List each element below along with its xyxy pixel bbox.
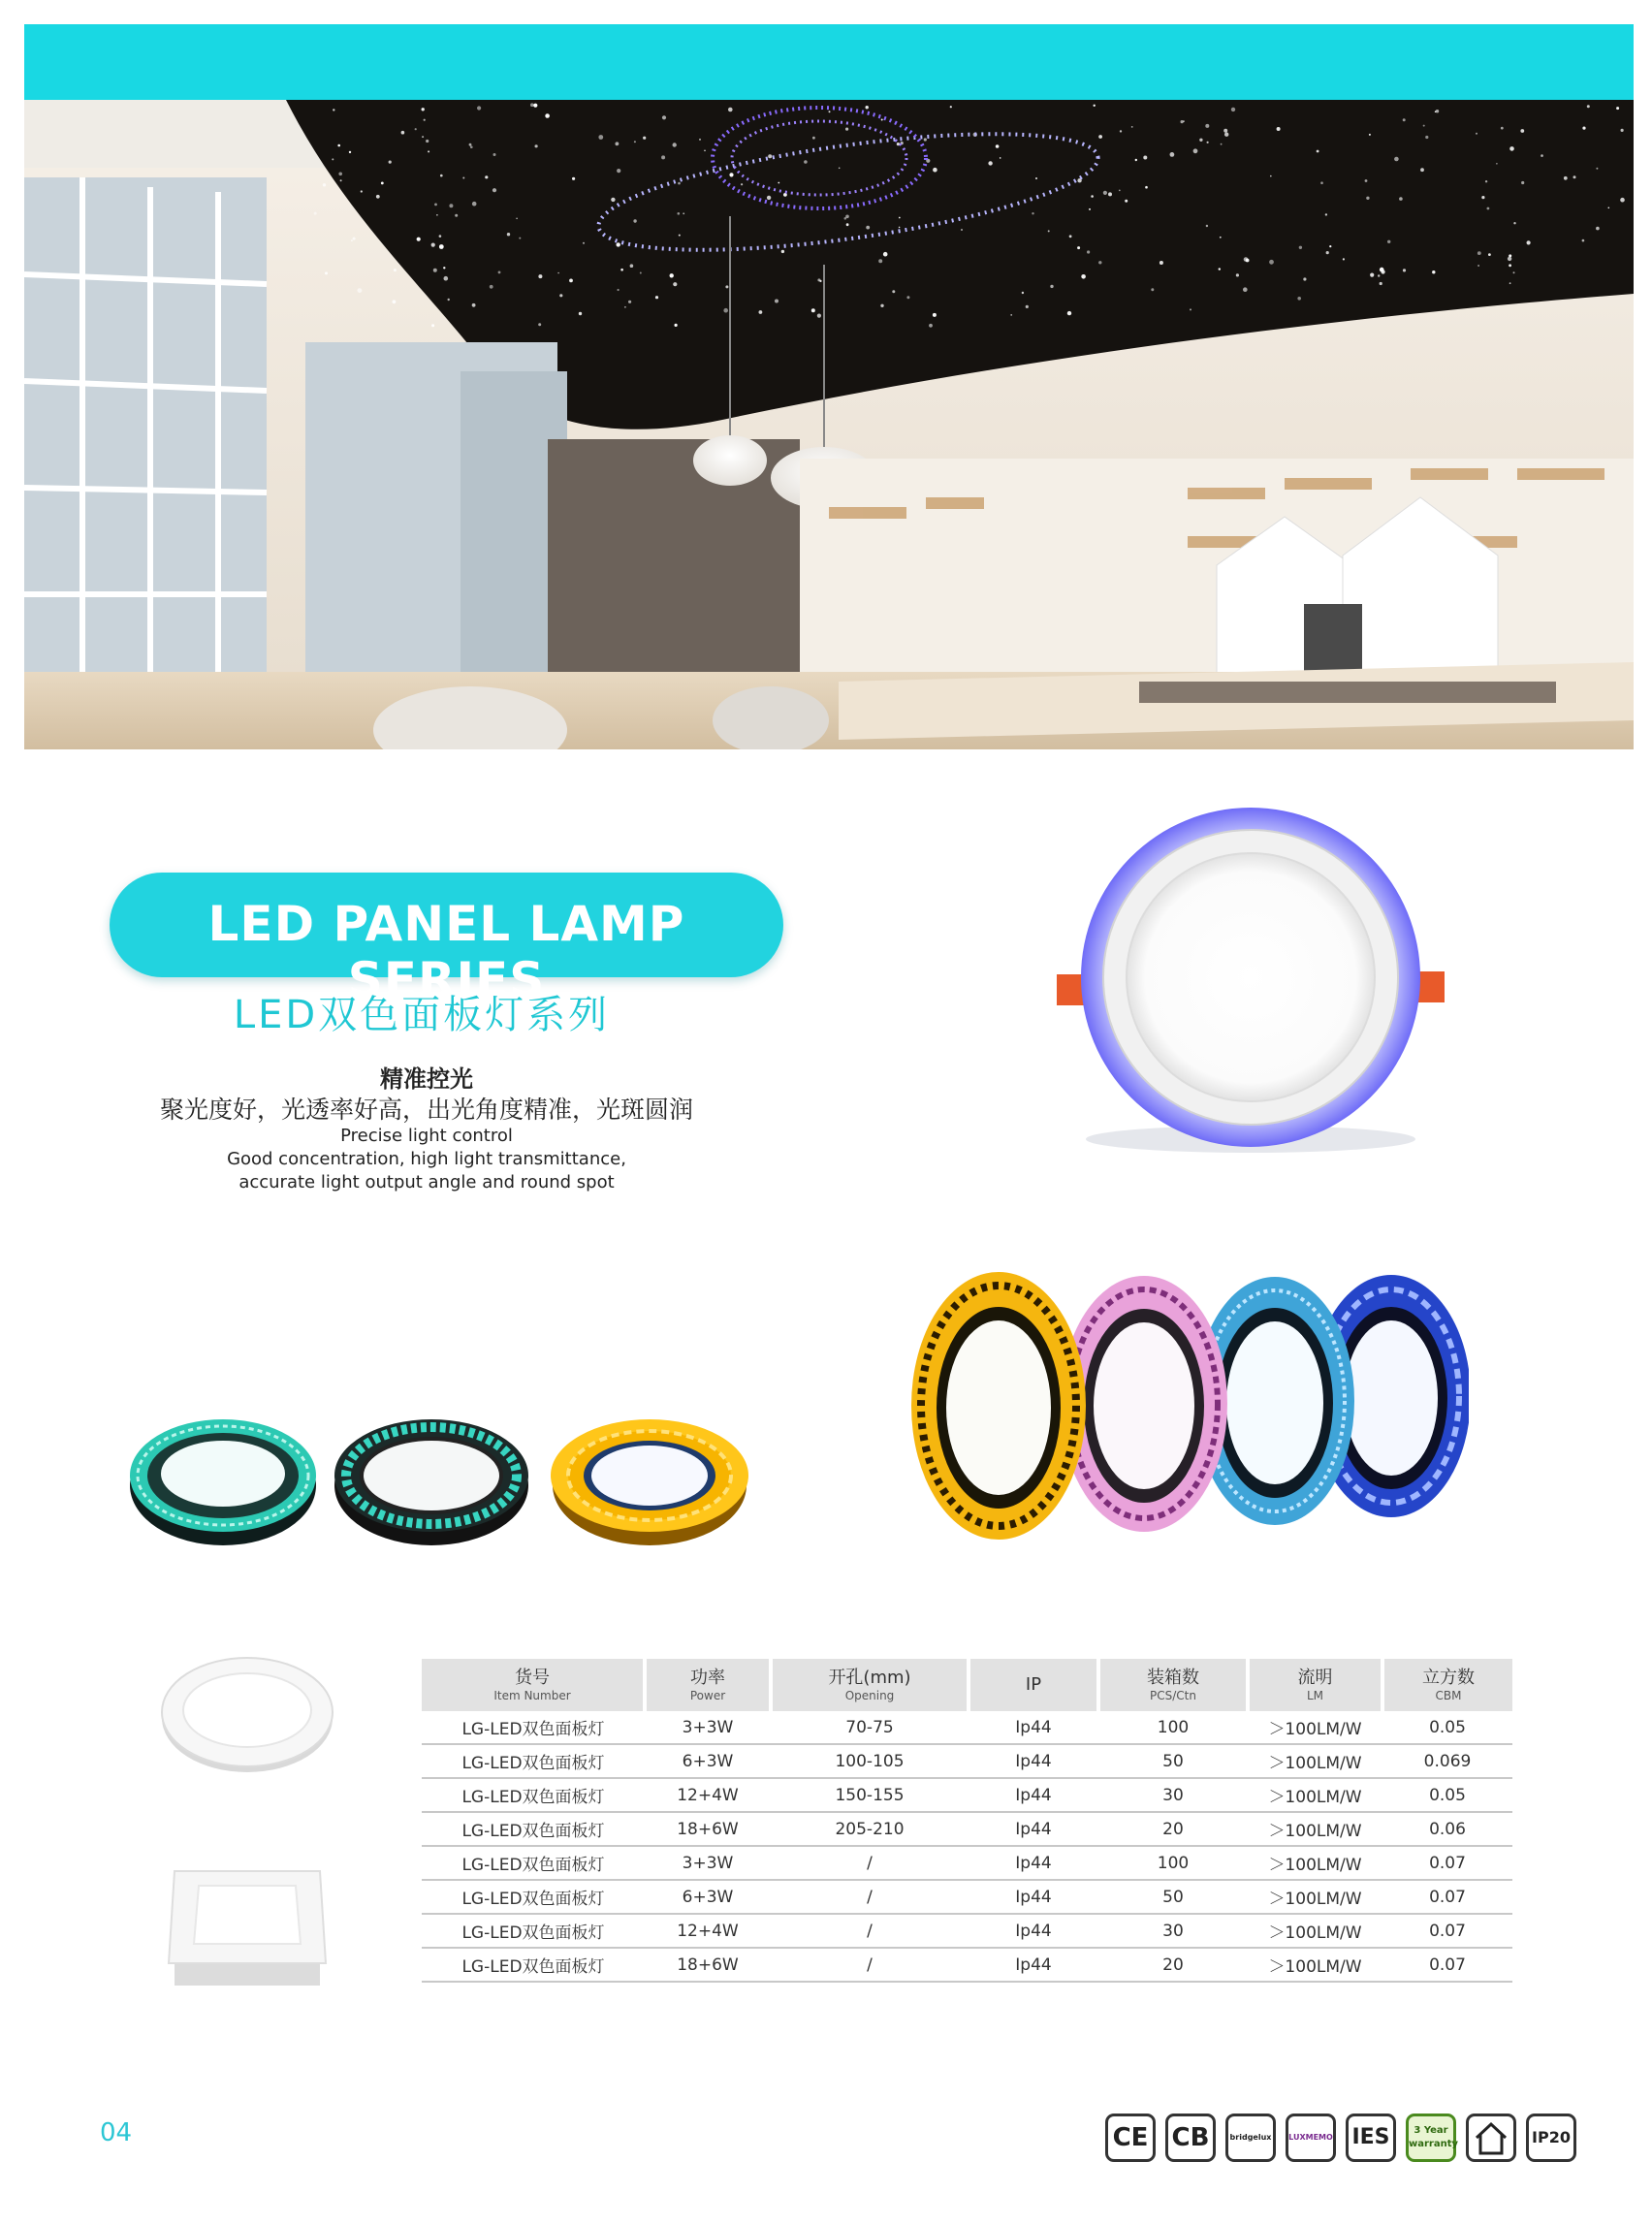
table-cell: 150-155 — [771, 1778, 969, 1812]
round-panel-lamp-blue-image — [1037, 805, 1464, 1173]
spec-table — [422, 1659, 1512, 1983]
table-cell: 3+3W — [645, 1846, 771, 1880]
page-number: 04 — [100, 2118, 133, 2147]
header-lumen: 流明 LM — [1248, 1659, 1382, 1711]
header-opening: 开孔(mm) Opening — [771, 1659, 969, 1711]
table-cell: LG-LED双色面板灯 — [422, 1914, 645, 1948]
table-cell: LG-LED双色面板灯 — [422, 1778, 645, 1812]
table-cell: 18+6W — [645, 1812, 771, 1846]
table-cell: / — [771, 1948, 969, 1982]
table-cell: LG-LED双色面板灯 — [422, 1880, 645, 1914]
header-pcs-ctn: 装箱数 PCS/Ctn — [1098, 1659, 1248, 1711]
table-cell: Ip44 — [969, 1744, 1098, 1778]
table-row — [422, 1778, 1512, 1812]
table-cell: 0.07 — [1382, 1846, 1512, 1880]
table-row — [422, 1914, 1512, 1948]
table-cell: Ip44 — [969, 1914, 1098, 1948]
table-cell: 6+3W — [645, 1880, 771, 1914]
series-title-cn: LED双色面板灯系列 — [233, 993, 611, 1037]
colored-panel-lamps-row-image — [868, 1251, 1469, 1561]
table-cell: 30 — [1098, 1778, 1248, 1812]
series-title-pill — [110, 873, 783, 1008]
table-row — [422, 1812, 1512, 1846]
ip20-cert-icon: IP20 — [1526, 2114, 1576, 2162]
table-cell: Ip44 — [969, 1711, 1098, 1744]
table-cell: / — [771, 1846, 969, 1880]
table-cell: 12+4W — [645, 1778, 771, 1812]
feature-title-cn: 精准控光 — [380, 1065, 473, 1093]
series-title-en: LED PANEL LAMP SERIES — [207, 896, 685, 1008]
ies-cert-icon: IES — [1346, 2114, 1396, 2162]
table-cell: ＞100LM/W — [1248, 1711, 1382, 1744]
header-power: 功率 Power — [645, 1659, 771, 1711]
table-cell: 30 — [1098, 1914, 1248, 1948]
table-cell: ＞100LM/W — [1248, 1914, 1382, 1948]
table-cell: / — [771, 1880, 969, 1914]
table-row — [422, 1948, 1512, 1982]
table-row — [422, 1880, 1512, 1914]
table-cell: 100 — [1098, 1711, 1248, 1744]
table-cell: 205-210 — [771, 1812, 969, 1846]
table-cell: LG-LED双色面板灯 — [422, 1711, 645, 1744]
table-cell: ＞100LM/W — [1248, 1948, 1382, 1982]
round-surface-lamp-image — [155, 1648, 339, 1774]
header-ip: IP — [969, 1659, 1098, 1711]
feature-description-cn: 聚光度好，光透率好高，出光角度精准，光斑圆润 — [159, 1096, 693, 1124]
ce-cert-icon: CE — [1105, 2114, 1156, 2162]
table-cell: Ip44 — [969, 1778, 1098, 1812]
hero-photo — [24, 100, 1634, 749]
table-cell: Ip44 — [969, 1846, 1098, 1880]
table-cell: 70-75 — [771, 1711, 969, 1744]
square-surface-lamp-image — [155, 1842, 339, 1997]
header-accent-bar — [24, 24, 1634, 100]
table-cell: / — [771, 1914, 969, 1948]
table-cell: LG-LED双色面板灯 — [422, 1948, 645, 1982]
bridgelux-logo-icon: bridgelux — [1225, 2114, 1276, 2162]
table-cell: 0.06 — [1382, 1812, 1512, 1846]
table-row — [422, 1711, 1512, 1744]
table-cell: 0.05 — [1382, 1778, 1512, 1812]
table-cell: 6+3W — [645, 1744, 771, 1778]
table-cell: 0.07 — [1382, 1880, 1512, 1914]
table-cell: 100-105 — [771, 1744, 969, 1778]
table-row — [422, 1846, 1512, 1880]
table-cell: LG-LED双色面板灯 — [422, 1812, 645, 1846]
home-icon — [1466, 2114, 1516, 2162]
table-cell: 0.07 — [1382, 1948, 1512, 1982]
table-cell: 20 — [1098, 1812, 1248, 1846]
table-cell: 3+3W — [645, 1711, 771, 1744]
table-cell: 50 — [1098, 1880, 1248, 1914]
table-cell: ＞100LM/W — [1248, 1778, 1382, 1812]
table-cell: 18+6W — [645, 1948, 771, 1982]
table-cell: Ip44 — [969, 1812, 1098, 1846]
feature-title-en: Precise light control — [340, 1126, 513, 1146]
feature-description-en-line1: Good concentration, high light transmittance, — [227, 1149, 626, 1169]
table-cell: 20 — [1098, 1948, 1248, 1982]
table-cell: ＞100LM/W — [1248, 1744, 1382, 1778]
table-cell: 0.07 — [1382, 1914, 1512, 1948]
header-item-number: 货号 Item Number — [422, 1659, 645, 1711]
table-cell: 0.069 — [1382, 1744, 1512, 1778]
table-cell: ＞100LM/W — [1248, 1812, 1382, 1846]
decorative-panel-lamps-row-image — [126, 1406, 785, 1551]
table-cell: 0.05 — [1382, 1711, 1512, 1744]
cb-cert-icon: CB — [1165, 2114, 1216, 2162]
table-cell: 12+4W — [645, 1914, 771, 1948]
table-row — [422, 1744, 1512, 1778]
table-cell: ＞100LM/W — [1248, 1846, 1382, 1880]
table-cell: ＞100LM/W — [1248, 1880, 1382, 1914]
warranty-3-year-icon: 3 Year warranty — [1406, 2114, 1456, 2162]
header-cbm: 立方数 CBM — [1382, 1659, 1512, 1711]
table-cell: 100 — [1098, 1846, 1248, 1880]
table-cell: LG-LED双色面板灯 — [422, 1846, 645, 1880]
table-cell: Ip44 — [969, 1880, 1098, 1914]
feature-description-en-line2: accurate light output angle and round spot — [238, 1172, 615, 1192]
luxmemo-logo-icon: LUXMEMO — [1286, 2114, 1336, 2162]
table-cell: LG-LED双色面板灯 — [422, 1744, 645, 1778]
table-cell: Ip44 — [969, 1948, 1098, 1982]
table-cell: 50 — [1098, 1744, 1248, 1778]
